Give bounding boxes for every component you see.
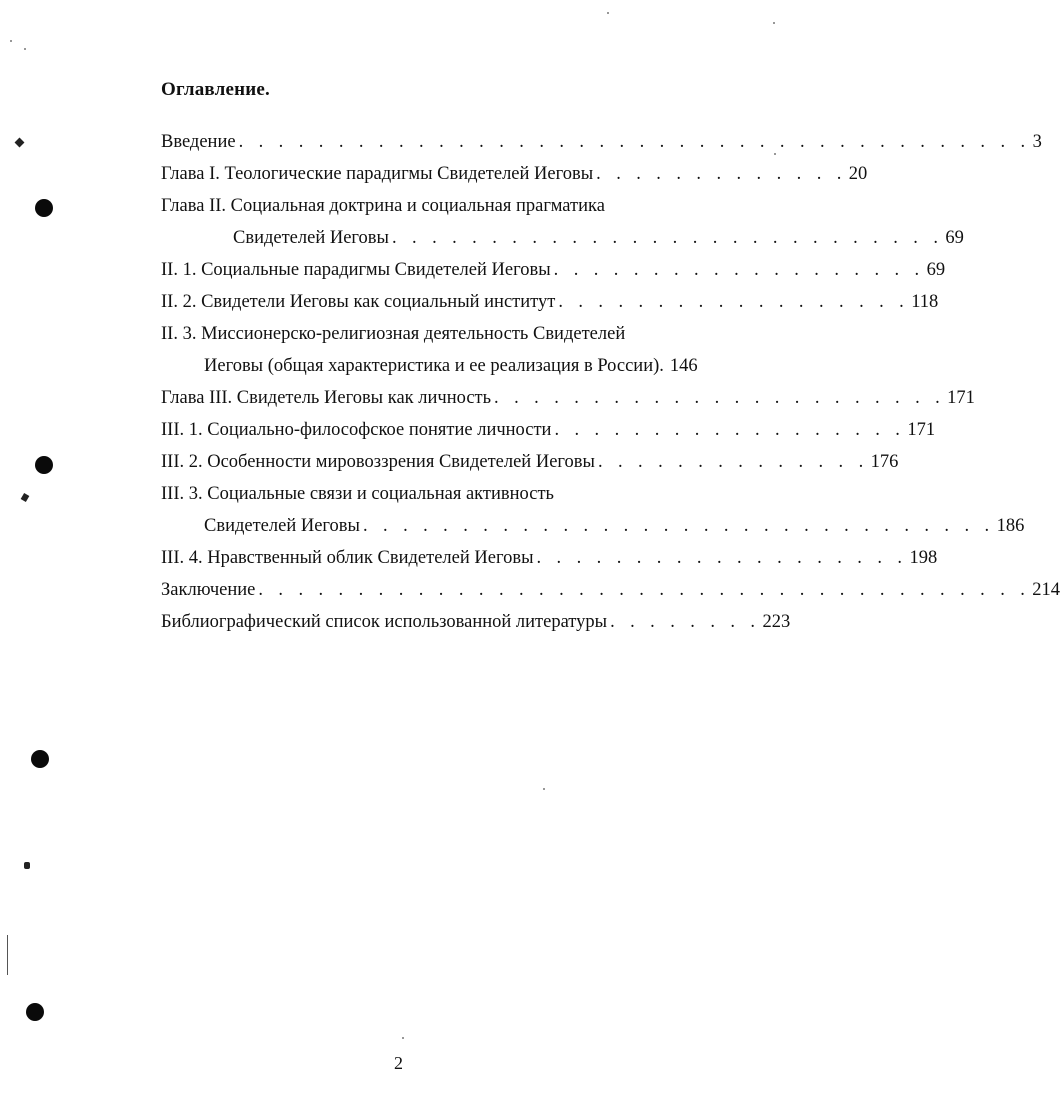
toc-entry	[161, 384, 975, 412]
toc-entry-leader: . . . . . . . . . . . . . . . . . .	[558, 292, 910, 312]
toc-entry	[161, 192, 706, 220]
toc-entry-title: III. 4. Нравственный облик Свидетелей Иеговы	[161, 548, 534, 568]
toc-entry	[161, 416, 936, 444]
scan-mark-1	[15, 138, 25, 148]
toc-entry-page: 223	[762, 612, 791, 632]
speck-2	[24, 48, 26, 50]
toc-entry-page: 118	[911, 292, 939, 312]
toc-entry-title: III. 2. Особенности мировоззрения Свидетелей Иеговы	[161, 452, 595, 472]
toc-entry-page: 171	[947, 388, 975, 408]
speck-4	[773, 22, 775, 24]
page-number: 2	[394, 1053, 403, 1073]
toc-entry-page: 176	[870, 452, 899, 472]
toc-entry	[204, 512, 1025, 540]
toc-entry	[233, 224, 964, 252]
punch-hole-2	[35, 456, 53, 474]
toc-entry-leader: . . . . . . . . . . . . . . . . . . .	[536, 548, 908, 568]
toc-entry-title: II. 3. Миссионерско-религиозная деятельность Свидетелей	[161, 324, 626, 344]
toc-entry-title: Библиографический список использованной литературы	[161, 612, 608, 632]
toc-entry-leader: . . . . . . . . . . . . . . . . . . .	[553, 260, 925, 280]
toc-entry-title: II. 1. Социальные парадигмы Свидетелей Иеговы	[161, 260, 551, 280]
toc-entry-page: 198	[909, 548, 938, 568]
toc-entry-leader: . . . . . . . .	[610, 612, 761, 632]
toc-entry-leader: . . . . . . . . . . . . . .	[597, 452, 869, 472]
scan-mark-2	[21, 493, 30, 502]
toc-entry-title: Заключение	[161, 580, 256, 600]
toc-entry-title: Глава I. Теологические парадигмы Свидетелей Иеговы	[161, 164, 594, 184]
toc-entry	[161, 320, 706, 348]
toc-entry	[161, 288, 939, 316]
punch-hole-1	[35, 199, 53, 217]
punch-hole-3	[31, 750, 49, 768]
toc-entry	[161, 480, 706, 508]
toc-entry	[161, 160, 868, 188]
toc-entry	[161, 256, 946, 284]
toc-entry-title: Иеговы (общая характеристика и ее реализация в России).	[204, 356, 664, 376]
toc-entry-title: Свидетелей Иеговы	[204, 516, 360, 536]
toc-entry-title: Свидетелей Иеговы	[233, 228, 389, 248]
toc-entry-page: 214	[1032, 580, 1060, 600]
toc-entry-leader: . . . . . . . . . . . . . . . . . . . . . . . . . . . . . . . . . . . . . . .	[258, 580, 1031, 600]
toc-entry-page: 171	[907, 420, 936, 440]
speck-1	[10, 40, 12, 42]
toc-entry-leader: . . . . . . . . . . . . . . . . . .	[554, 420, 906, 440]
toc-entry-page: 3	[1032, 132, 1042, 152]
toc-entry-leader: . . . . . . . . . . . . .	[596, 164, 847, 184]
speck-6	[543, 788, 545, 790]
toc-entry	[161, 576, 1060, 604]
toc-entry-leader: . . . . . . . . . . . . . . . . . . . . . . . . . . . . . . . . . . . . . . . .	[238, 132, 1031, 152]
toc-entry-title: III. 3. Социальные связи и социальная активность	[161, 484, 554, 504]
toc-entry-leader: . . . . . . . . . . . . . . . . . . . . . . .	[494, 388, 946, 408]
toc-entry-title: Глава III. Свидетель Иеговы как личность	[161, 388, 492, 408]
toc-entry-page: 69	[945, 228, 964, 248]
toc-entry-title: Введение	[161, 132, 236, 152]
punch-hole-4	[26, 1003, 44, 1021]
toc-heading: Оглавление.	[161, 79, 270, 100]
toc-entry-leader: . . . . . . . . . . . . . . . . . . . . . . . . . . . . . . . .	[362, 516, 995, 536]
toc-entry-title: II. 2. Свидетели Иеговы как социальный институт	[161, 292, 556, 312]
scan-mark-3	[24, 862, 30, 869]
toc-entry-page: 146	[669, 356, 698, 376]
toc-entry	[204, 352, 706, 380]
toc-entry	[161, 544, 938, 572]
toc-entry	[161, 608, 791, 636]
toc-entry-page: 186	[996, 516, 1025, 536]
speck-7	[402, 1037, 404, 1039]
toc-entry-title: III. 1. Социально-философское понятие личности	[161, 420, 552, 440]
toc-entry-page: 69	[926, 260, 946, 280]
toc-entry	[161, 128, 1042, 156]
scan-mark-4	[7, 935, 8, 975]
speck-3	[607, 12, 609, 14]
toc-entry	[161, 448, 899, 476]
toc-entry-page: 20	[848, 164, 868, 184]
toc-entry-title: Глава II. Социальная доктрина и социальная прагматика	[161, 196, 605, 216]
toc-entry-leader: . . . . . . . . . . . . . . . . . . . . . . . . . . . .	[391, 228, 944, 248]
